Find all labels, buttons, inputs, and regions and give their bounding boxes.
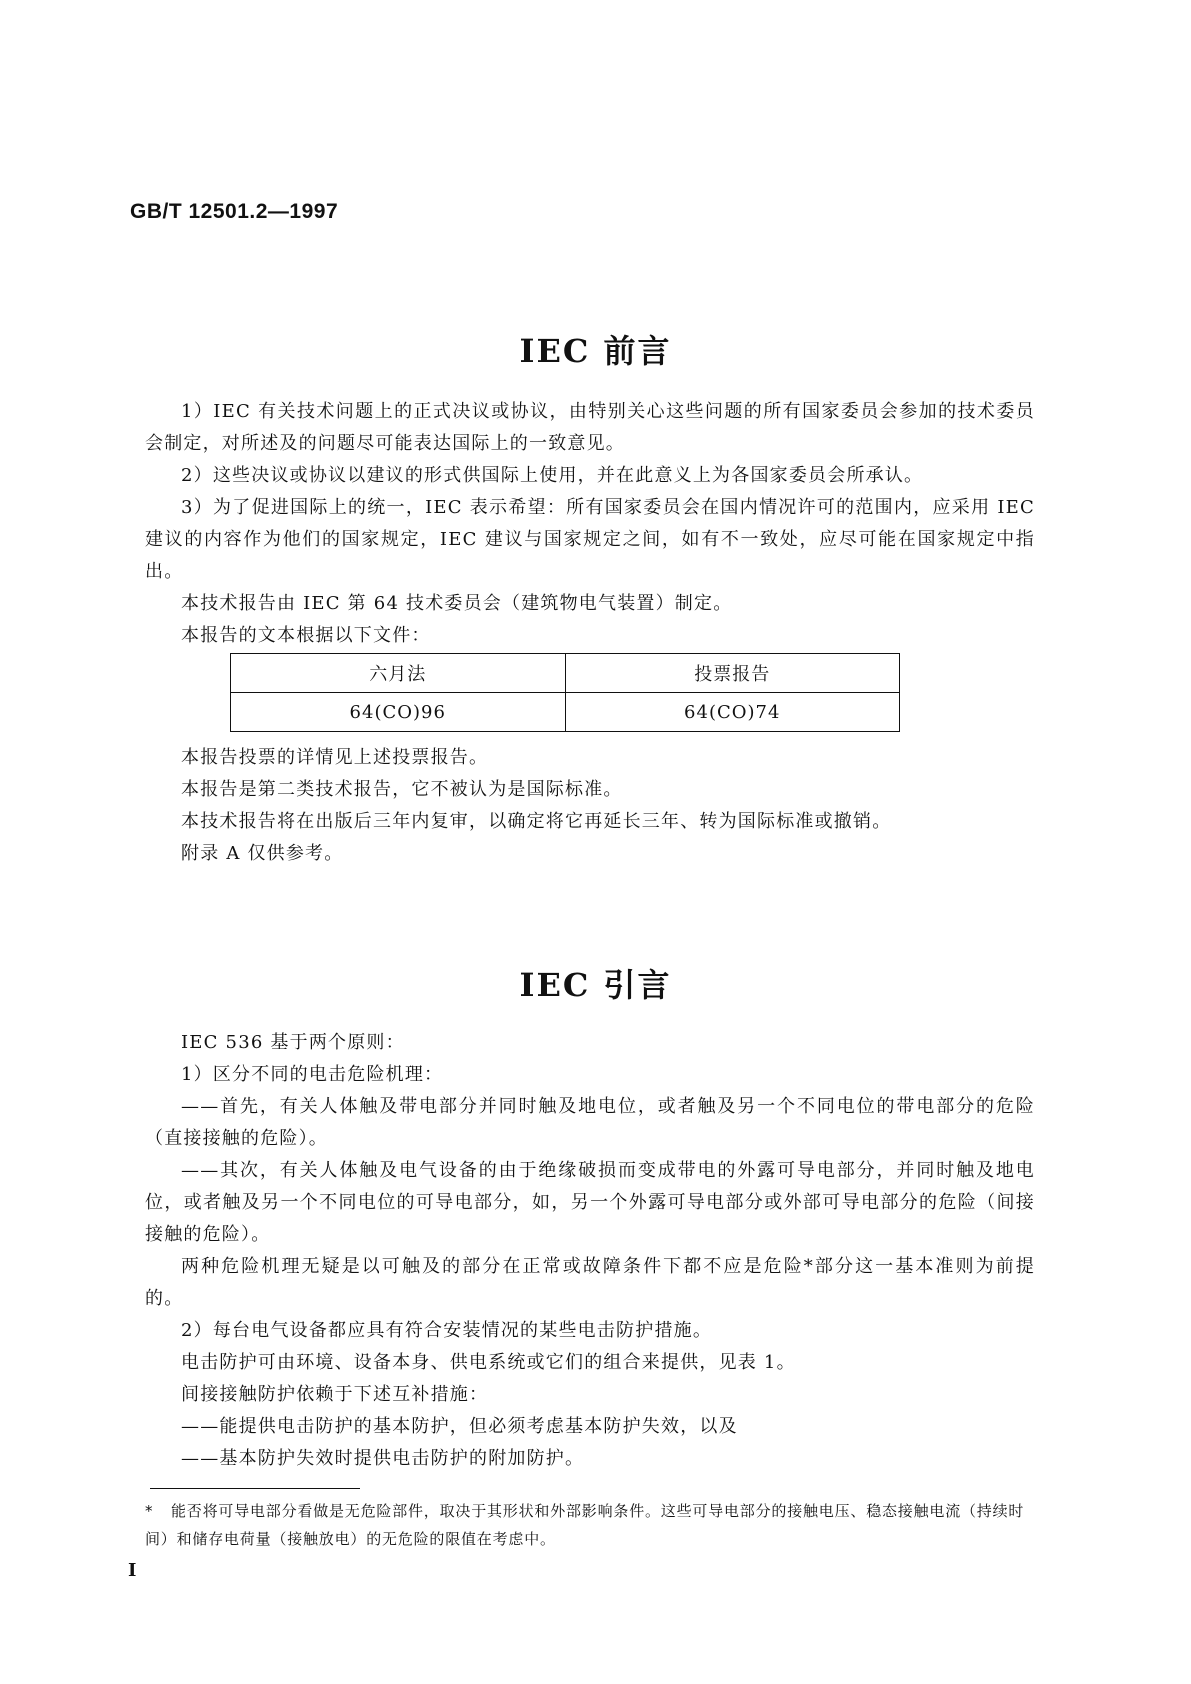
foreword-body	[145, 396, 1035, 652]
introduction-paragraph: 2）每台电气设备都应具有符合安装情况的某些电击防护措施。	[181, 1320, 713, 1341]
foreword-paragraph: 本技术报告将在出版后三年内复审，以确定将它再延长三年、转为国际标准或撤销。	[181, 811, 892, 832]
introduction-title: IEC 引言	[519, 966, 672, 1004]
footnote	[145, 1497, 1035, 1553]
introduction-paragraph: ——能提供电击防护的基本防护，但必须考虑基本防护失效，以及	[181, 1416, 738, 1437]
introduction-paragraph: ——首先，有关人体触及带电部分并同时触及地电位，或者触及另一个不同电位的带电部分的危险（直接接触的危险）。	[145, 1096, 1035, 1149]
introduction-paragraph: 间接接触防护依赖于下述互补措施：	[181, 1384, 489, 1405]
page-number: I	[128, 1560, 137, 1581]
foreword-title: IEC 前言	[519, 332, 672, 370]
introduction-paragraph: 电击防护可由环境、设备本身、供电系统或它们的组合来提供，见表 1。	[181, 1352, 796, 1373]
introduction-paragraph: IEC 536 基于两个原则：	[181, 1032, 405, 1053]
foreword-paragraph: 附录 A 仅供参考。	[181, 843, 344, 864]
foreword-paragraph: 本技术报告由 IEC 第 64 技术委员会（建筑物电气装置）制定。	[181, 593, 733, 614]
standard-number: GB/T 12501.2—1997	[130, 200, 339, 223]
foreword-body-after-table	[145, 742, 1035, 870]
introduction-body	[145, 1027, 1035, 1475]
table-cell: 64(CO)96	[231, 693, 566, 732]
foreword-paragraph: 3）为了促进国际上的统一，IEC 表示希望：所有国家委员会在国内情况许可的范围内，应采用 IEC 建议的内容作为他们的国家规定，IEC 建议与国家规定之间，如有不一致处，应尽可能在国家规定中指出。	[145, 497, 1035, 582]
foreword-paragraph: 本报告的文本根据以下文件：	[181, 625, 431, 646]
foreword-paragraph: 本报告投票的详情见上述投票报告。	[181, 747, 489, 768]
foreword-paragraph: 2）这些决议或协议以建议的形式供国际上使用，并在此意义上为各国家委员会所承认。	[181, 465, 924, 486]
table-header-row	[231, 654, 900, 693]
introduction-paragraph: ——其次，有关人体触及电气设备的由于绝缘破损而变成带电的外露可导电部分，并同时触及地电位，或者触及另一个不同电位的可导电部分，如，另一个外露可导电部分或外部可导电部分的危险（间接接触的危险）。	[145, 1160, 1035, 1245]
table-row	[231, 693, 900, 732]
introduction-paragraph: 两种危险机理无疑是以可触及的部分在正常或故障条件下都不应是危险*部分这一基本准则为前提的。	[145, 1256, 1035, 1309]
introduction-paragraph: 1）区分不同的电击危险机理：	[181, 1064, 444, 1085]
foreword-paragraph: 1）IEC 有关技术问题上的正式决议或协议，由特别关心这些问题的所有国家委员会参加的技术委员会制定，对所述及的问题尽可能表达国际上的一致意见。	[145, 401, 1035, 454]
footnote-text: 能否将可导电部分看做是无危险部件，取决于其形状和外部影响条件。这些可导电部分的接触电压、稳态接触电流（持续时间）和储存电荷量（接触放电）的无危险的限值在考虑中。	[145, 1502, 1025, 1548]
table-header-cell: 六月法	[231, 654, 566, 693]
table-cell: 64(CO)74	[565, 693, 900, 732]
foreword-paragraph: 本报告是第二类技术报告，它不被认为是国际标准。	[181, 779, 623, 800]
footnote-marker: *	[145, 1502, 154, 1520]
introduction-paragraph: ——基本防护失效时提供电击防护的附加防护。	[181, 1448, 585, 1469]
footnote-divider	[150, 1488, 360, 1489]
table-header-cell: 投票报告	[565, 654, 900, 693]
voting-documents-table	[230, 653, 900, 732]
